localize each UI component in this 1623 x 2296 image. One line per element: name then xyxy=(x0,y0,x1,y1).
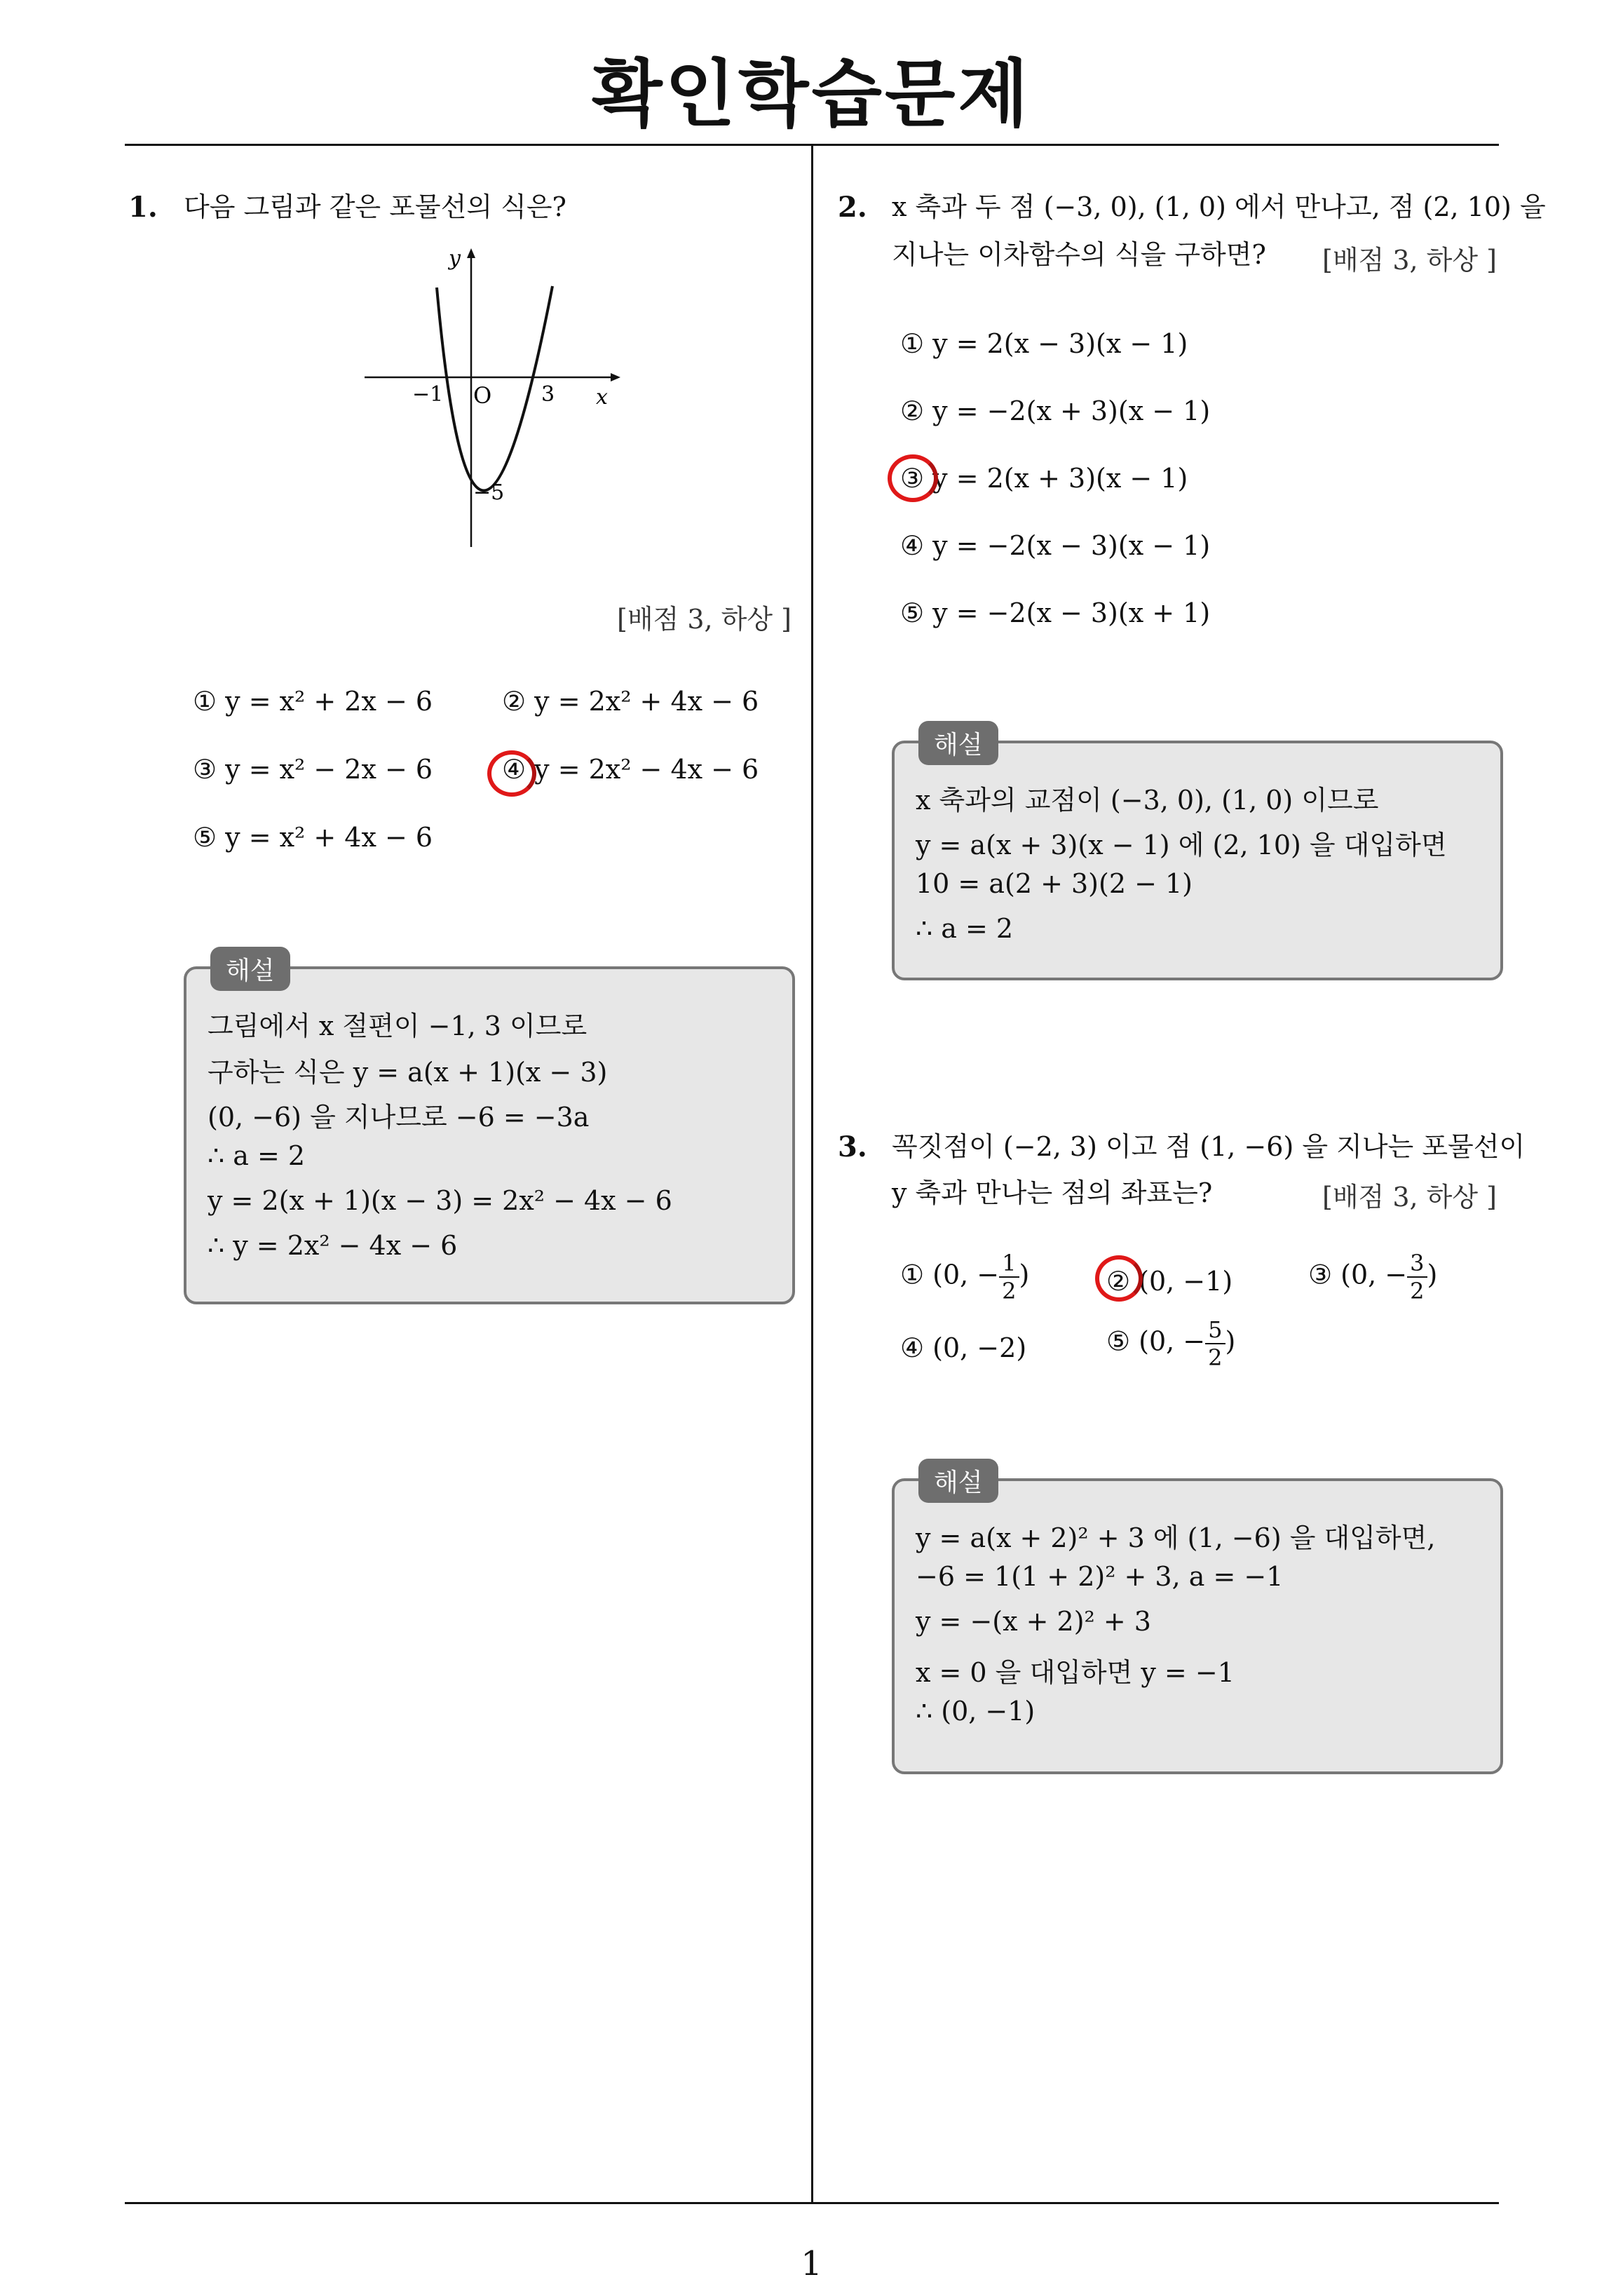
solution-line: x = 0 을 대입하면 y = −1 xyxy=(916,1657,1235,1688)
option-1[interactable]: ① y = 2(x − 3)(x − 1) xyxy=(900,328,1188,359)
solution-tag: 해설 xyxy=(210,947,290,991)
solution-line: ∴ y = 2x² − 4x − 6 xyxy=(208,1230,458,1261)
option-1[interactable]: ① (0, − $\frac{1}{2}$ ) xyxy=(900,1250,1030,1304)
answer-mark xyxy=(487,750,536,797)
answer-mark xyxy=(888,454,938,502)
question-number: 1. xyxy=(128,191,158,224)
option-4[interactable]: ④ y = −2(x − 3)(x − 1) xyxy=(900,530,1211,561)
solution-line: −6 = 1(1 + 2)² + 3, a = −1 xyxy=(916,1561,1284,1592)
origin-label: O xyxy=(473,382,492,409)
solution-line: y = a(x + 3)(x − 1) 에 (2, 10) 을 대입하면 xyxy=(916,830,1447,860)
solution-tag: 해설 xyxy=(918,721,998,765)
y-axis-label: y xyxy=(449,246,461,271)
page-title: 확인학습문제 xyxy=(592,51,1031,137)
option-3[interactable]: ③ y = 2(x + 3)(x − 1) xyxy=(900,463,1188,494)
option-5[interactable]: ⑤ (0, − $\frac{5}{2}$ ) xyxy=(1106,1316,1236,1371)
question-text-line1: x 축과 두 점 (−3, 0), (1, 0) 에서 만나고, 점 (2, 10) 을 xyxy=(892,191,1546,222)
option-2[interactable]: ② (0, −1) xyxy=(1106,1266,1233,1297)
solution-line: 10 = a(2 + 3)(2 − 1) xyxy=(916,868,1193,899)
solution-line: (0, −6) 을 지나므로 −6 = −3a xyxy=(208,1102,590,1133)
page-number: 1 xyxy=(801,2244,822,2283)
solution-box xyxy=(892,741,1503,980)
column-divider xyxy=(811,145,813,2203)
x-intercept-left-label: −1 xyxy=(412,382,444,407)
solution-line: 그림에서 x 절편이 −1, 3 이므로 xyxy=(208,1011,588,1041)
question-text-line1: 꼭짓점이 (−2, 3) 이고 점 (1, −6) 을 지나는 포물선이 xyxy=(892,1131,1526,1162)
option-4[interactable]: ④ (0, −2) xyxy=(900,1332,1027,1363)
parabola-graph xyxy=(358,245,624,554)
solution-box xyxy=(892,1478,1503,1774)
solution-box xyxy=(184,966,795,1304)
option-2[interactable]: ② y = −2(x + 3)(x − 1) xyxy=(900,396,1211,426)
solution-line: y = a(x + 2)² + 3 에 (1, −6) 을 대입하면, xyxy=(916,1522,1436,1553)
solution-line: y = −(x + 2)² + 3 xyxy=(916,1606,1151,1637)
option-4[interactable]: ④ y = 2x² − 4x − 6 xyxy=(502,754,759,785)
option-5[interactable]: ⑤ y = x² + 4x − 6 xyxy=(193,822,433,853)
solution-line: y = 2(x + 1)(x − 3) = 2x² − 4x − 6 xyxy=(208,1185,672,1216)
x-intercept-right-label: 3 xyxy=(541,382,555,407)
footer-rule xyxy=(125,2202,1499,2204)
question-number: 3. xyxy=(838,1130,867,1163)
option-5[interactable]: ⑤ y = −2(x − 3)(x + 1) xyxy=(900,597,1211,628)
solution-line: ∴ a = 2 xyxy=(208,1140,306,1171)
x-axis-label: x xyxy=(596,385,608,410)
question-meta: [배점 3, 하상 ] xyxy=(1322,1182,1497,1213)
solution-tag: 해설 xyxy=(918,1459,998,1503)
question-number: 2. xyxy=(838,191,867,224)
question-meta: [배점 3, 하상 ] xyxy=(617,604,792,635)
solution-line: 구하는 식은 y = a(x + 1)(x − 3) xyxy=(208,1057,608,1088)
solution-line: ∴ (0, −1) xyxy=(916,1696,1035,1727)
option-2[interactable]: ② y = 2x² + 4x − 6 xyxy=(502,686,759,717)
solution-line: ∴ a = 2 xyxy=(916,913,1014,944)
option-3[interactable]: ③ y = x² − 2x − 6 xyxy=(193,754,433,785)
y-intercept-label: −5 xyxy=(473,480,505,505)
question-meta: [배점 3, 하상 ] xyxy=(1322,245,1497,276)
option-1[interactable]: ① y = x² + 2x − 6 xyxy=(193,686,433,717)
question-text-line2: 지나는 이차함수의 식을 구하면? xyxy=(892,239,1266,270)
option-3[interactable]: ③ (0, − $\frac{3}{2}$ ) xyxy=(1308,1250,1438,1304)
solution-line: x 축과의 교점이 (−3, 0), (1, 0) 이므로 xyxy=(916,785,1379,816)
question-text-line2: y 축과 만나는 점의 좌표는? xyxy=(892,1177,1213,1208)
answer-mark xyxy=(1095,1255,1143,1302)
question-text: 다음 그림과 같은 포물선의 식은? xyxy=(184,191,566,222)
